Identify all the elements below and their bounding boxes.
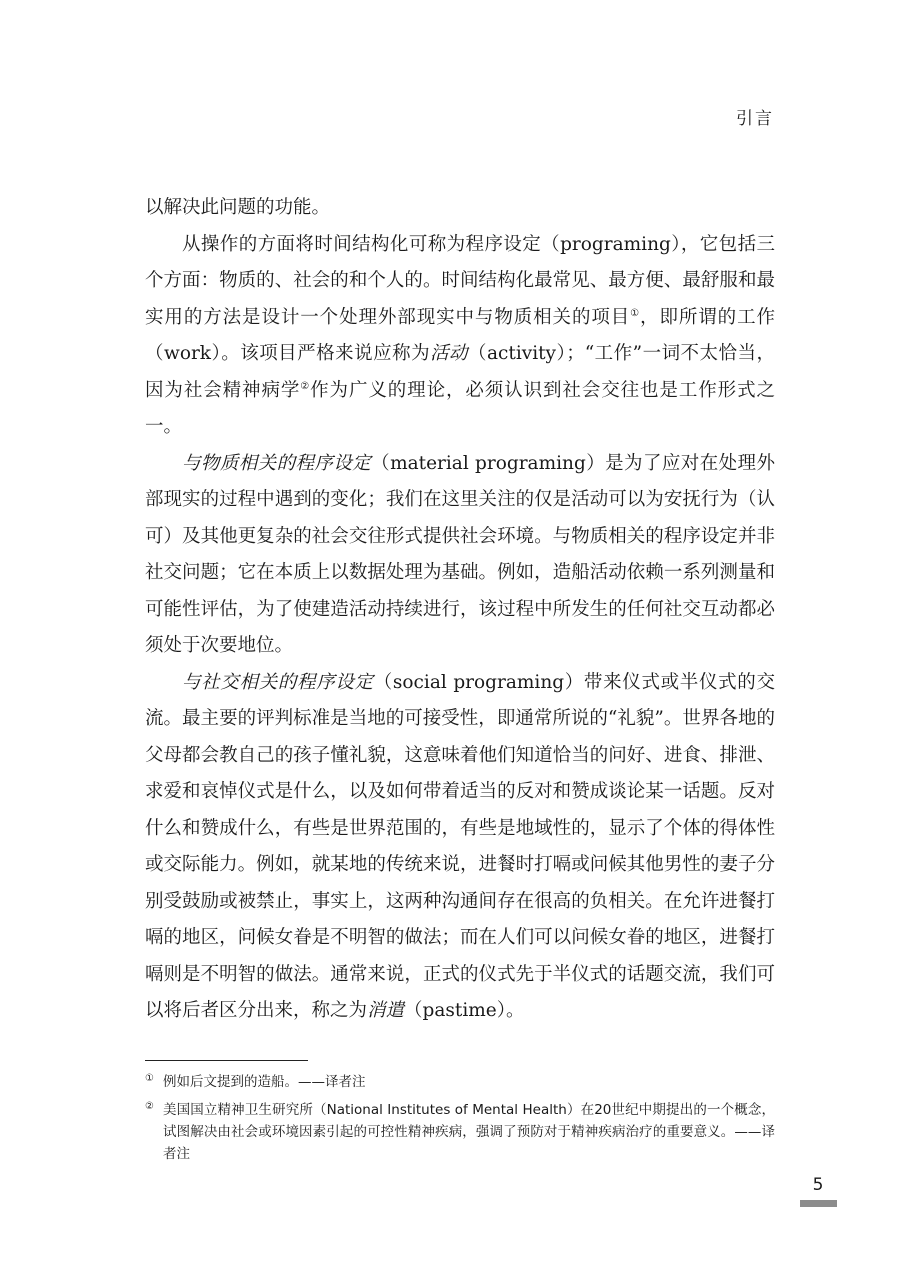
emphasis-term: 与社交相关的程序设定 <box>182 671 374 693</box>
paragraph-programing <box>145 227 775 446</box>
footnote-ref-2[interactable]: ② <box>300 380 311 392</box>
page-number-bar <box>800 1200 837 1207</box>
paragraph-continuation: 以解决此问题的功能。 <box>145 197 331 218</box>
footnote-ref-1[interactable]: ① <box>630 307 641 319</box>
paragraph-text: 作为广义的理论，必须认识到社会交往也是工作形式之一。 <box>145 379 775 437</box>
emphasis-term: 与物质相关的程序设定 <box>182 452 372 474</box>
paragraph-text: （social programing）带来仪式或半仪式的交流。最主要的评判标准是当地的可接受性，即通常所说的“礼貌”。世界各地的父母都会教自己的孩子懂礼貌，这意味着他们知道恰当的问好、进食、排泄、求爱和哀悼仪式是什么，以及如何带着适当的反对和赞成谈论某一话题。反对什么和赞成什么，有些是世界范围的，有些是地域性的，显示了个体的得体性或交际能力。例如，就某地的传统来说，进餐时打嗝或问候其他男性的妻子分别受鼓励或被禁止，事实上，这两种沟通间存在很高的负相关。在允许进餐打嗝的地区，问候女眷是不明智的做法；而在人们可以问候女眷的地区，进餐打嗝则是不明智的做法。通常来说，正式的仪式先于半仪式的话题交流，我们可以将后者区分出来，称之为 <box>145 671 775 1021</box>
footnote-mark: ② <box>145 1101 154 1112</box>
emphasis-term: 活动 <box>430 343 469 364</box>
paragraph-material-programing <box>145 446 775 665</box>
paragraph-social-programing <box>145 665 775 1030</box>
paragraph-text: ，即所谓的工作（work）。该项目严格来说应称为 <box>145 306 775 364</box>
footnote-text: 美国国立精神卫生研究所（National Institutes of Mental Health）在20世纪中期提出的一个概念，试图解决由社会或环境因素引起的可控性精神疾病，强调了预防对于精神疾病治疗的重要意义。——译者注 <box>163 1102 775 1162</box>
paragraph-text: 从操作的方面将时间结构化可称为程序设定（programing），它包括三个方面：物质的、社会的和个人的。时间结构化最常见、最方便、最舒服和最实用的方法是设计一个处理外部现实中与物质相关的项目 <box>145 233 775 328</box>
footnote-mark: ① <box>145 1073 154 1084</box>
paragraph-text: （activity）；“工作”一词不太恰当，因为社会精神病学 <box>145 343 775 401</box>
footnote-rule <box>145 1060 308 1061</box>
emphasis-term: 消遣 <box>367 1000 405 1021</box>
body-text <box>145 190 775 1030</box>
paragraph-text: （material programing）是为了应对在处理外部现实的过程中遇到的变化；我们在这里关注的仅是活动可以为安抚行为（认可）及其他更复杂的社会交往形式提供社会环境。与物质相关的程序设定并非社交问题；它在本质上以数据处理为基础。例如，造船活动依赖一系列测量和可能性评估，为了使建造活动持续进行，该过程中所发生的任何社交互动都必须处于次要地位。 <box>145 452 775 656</box>
page-number: 5 <box>812 1175 824 1195</box>
footnotes <box>145 1060 775 1171</box>
footnote-text: 例如后文提到的造船。——译者注 <box>163 1074 366 1090</box>
paragraph-text: （pastime）。 <box>404 1000 525 1021</box>
running-head: 引言 <box>736 109 774 129</box>
footnote-1 <box>145 1071 775 1093</box>
footnote-2 <box>145 1099 775 1165</box>
